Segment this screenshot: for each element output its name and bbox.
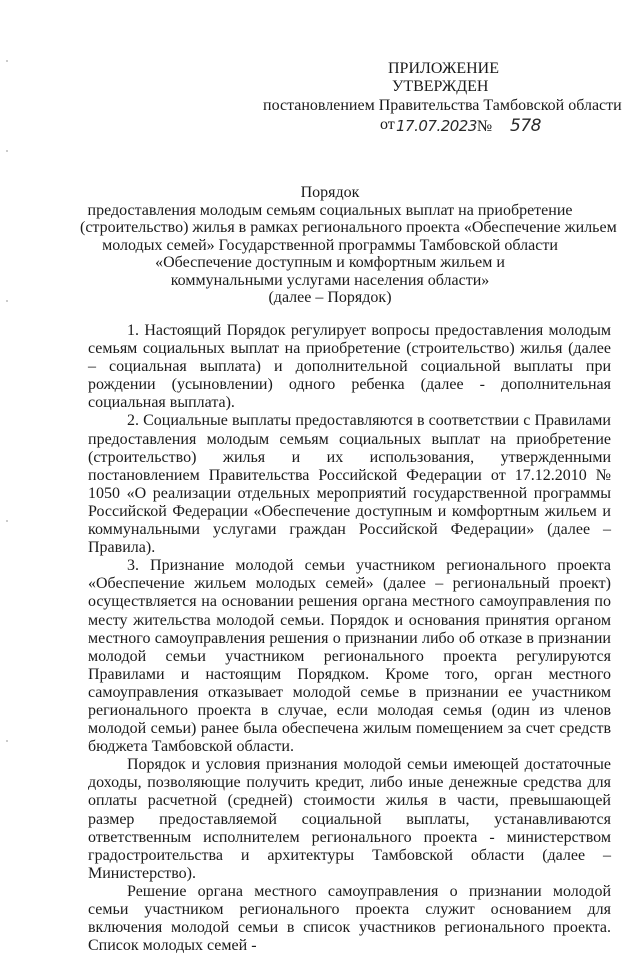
paragraph-3: 3. Признание молодой семьи участником регионального проекта «Обеспечение жильем молодых семей» (далее – региональный проект) осуществляется на основании решения органа местного самоуправления по месту жительства молодой семьи. Порядок и основания принятия органом местного самоуправления решения о признании либо об отказе в признании молодой семьи участником регионального проекта регулируются Правилами и настоящим Порядком. Кроме того, орган местного самоуправления отказывает молодой семье в признании ее участником регионального проекта в случае, если молодая семья (один из членов молодой семьи) ранее была обеспечена жилым помещением за счет средств бюджета Тамбовской области. <box>88 557 611 756</box>
scan-margin-mark <box>6 740 8 742</box>
scan-margin-mark <box>6 60 8 62</box>
header-approved-label: УТВЕРЖДЕН <box>392 78 489 95</box>
handwritten-date: 17.07.2023№ <box>396 117 493 135</box>
title-line: предоставления молодым семьям социальных выплат на приобретение <box>87 201 573 219</box>
paragraph-3-decision: Решение органа местного самоуправления о признании молодой семьи участником регионального проекта служит основанием для включения молодой семьи в список участников регионального проекта. Список молодых семей - <box>88 882 611 955</box>
header-appendix-label: ПРИЛОЖЕНИЕ <box>388 60 500 77</box>
document-body <box>88 322 611 955</box>
title-line: (строительство) жилья в рамках регионального проекта «Обеспечение жильем <box>80 219 617 236</box>
header-resolution-line: постановлением Правительства Тамбовской области <box>263 97 622 114</box>
paragraph-2: 2. Социальные выплаты предоставляются в соответствии с Правилами предоставления молодым семьям социальных выплат на приобретение (строительство) жилья и их использования, утвержденными постановлением Правительства Российской Федерации от 17.12.2010 № 1050 «О реализации отдельных мероприятий государственной программы Российской Федерации «Обеспечение доступным и комфортным жильем и коммунальными услугами граждан Российской Федерации» (далее – Правила). <box>88 412 611 557</box>
header-date-number-line <box>380 116 395 134</box>
title-line: молодых семей» Государственной программы Тамбовской области <box>102 236 558 254</box>
header-from-prefix: от <box>380 116 395 133</box>
title-line: «Обеспечение доступным и комфортным жильем и <box>155 254 505 271</box>
paragraph-3-income: Порядок и условия признания молодой семьи имеющей достаточные доходы, позволяющие получить кредит, либо иные денежные средства для оплаты расчетной (средней) стоимости жилья в части, превышающей размер предоставляемой социальной выплаты, устанавливаются ответственным исполнителем регионального проекта - министерством градостроительства и архитектуры Тамбовской области (далее – Министерство). <box>88 756 611 882</box>
handwritten-number: 578 <box>510 116 541 136</box>
paragraph-1: 1. Настоящий Порядок регулирует вопросы предоставления молодым семьям социальных выплат на приобретение (строительство) жилья (далее – социальная выплата) и дополнительной социальной выплаты при рождении (усыновлении) одного ребенка (далее - дополнительная социальная выплата). <box>88 322 611 412</box>
scan-margin-mark <box>6 300 8 302</box>
title-line: Порядок <box>300 184 360 201</box>
title-line: (далее – Порядок) <box>268 289 392 306</box>
header-number-label: № <box>476 118 493 135</box>
document-title <box>80 184 617 307</box>
scan-margin-mark <box>6 150 8 152</box>
title-line: коммунальными услугами населения области» <box>170 271 490 289</box>
scan-margin-mark <box>6 520 8 522</box>
